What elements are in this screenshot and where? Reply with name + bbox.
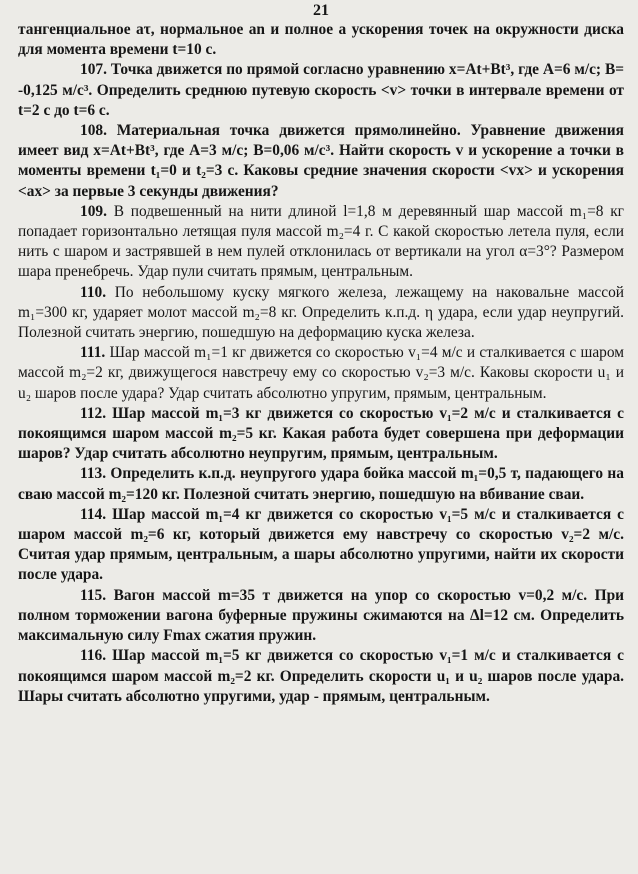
problem-text: Шар массой m₁=4 кг движется со скоростью v₁=5 м/с и сталкивается с шаром массой m₂=6 кг, который движется ему навстречу со скоростью v₂=2 м/с. Считая удар прямым, центральным, а шары абсолютно упругими, найти их скорости после удара. xyxy=(18,505,624,584)
problem-110 xyxy=(18,283,624,344)
problem-113 xyxy=(18,464,624,504)
problem-number: 114. xyxy=(80,505,107,523)
problem-text: Определить к.п.д. неупругого удара бойка массой m₁=0,5 т, падающего на сваю массой m₂=120 кг. Полезной считать энергию, пошедшую на вбивание сваи. xyxy=(18,465,624,503)
paragraph-continuation xyxy=(18,20,624,60)
problem-number: 107. xyxy=(80,61,107,79)
problem-number: 116. xyxy=(80,647,107,665)
problem-number: 110. xyxy=(80,283,107,301)
problem-number: 111. xyxy=(80,344,106,362)
paragraph-text: тангенциальное aτ, нормальное an и полное a ускорения точек на окружности диска для момента времени t=10 с. xyxy=(18,21,624,59)
problem-108 xyxy=(18,121,624,202)
problem-number: 115. xyxy=(80,586,107,604)
problem-text: Шар массой m₁=3 кг движется со скоростью v₁=2 м/с и сталкивается с покоящимся шаром массой m₂=5 кг. Какая работа будет совершена при деформации шаров? Удар считать абсолютно неупругим, прямым, центральным. xyxy=(18,404,624,463)
problem-number: 112. xyxy=(80,404,107,422)
problem-text: Материальная точка движется прямолинейно. Уравнение движения имеет вид x=At+Bt³, где A=3 м/с; B=0,06 м/с³. Найти скорость v и ускорение a точки в моменты времени t₁=0 и t₂=3 с. Каковы средние значения скорости <vx> и ускорения <ax> за первые 3 секунды движения? xyxy=(18,122,624,200)
problem-text: Вагон массой m=35 т движется на упор со скоростью v=0,2 м/с. При полном торможении вагона буферные пружины сжимаются на Δl=12 см. Определить максимальную силу Fmax сжатия пружин. xyxy=(18,586,624,645)
problem-text: В подвешенный на нити длиной l=1,8 м деревянный шар массой m₁=8 кг попадает горизонтально летящая пуля массой m₂=4 г. С какой скоростью летела пуля, если нить с шаром и застрявшей в нем пулей отклонилась от вертикали на угол α=3°? Размером шара пренебречь. Удар пули считать прямым, центральным. xyxy=(18,202,624,281)
problem-109 xyxy=(18,202,624,283)
problem-number: 113. xyxy=(80,465,107,483)
problem-112 xyxy=(18,404,624,465)
problem-number: 109. xyxy=(80,202,107,220)
problem-text: Точка движется по прямой согласно уравнению x=At+Bt³, где A=6 м/с; B= -0,125 м/с³. Определить среднюю путевую скорость <v> точки в интервале времени от t=2 с до t=6 с. xyxy=(18,61,624,119)
problem-number: 108. xyxy=(80,122,107,140)
problem-text: Шар массой m₁=1 кг движется со скоростью v₁=4 м/с и сталкивается с шаром массой m₂=2 кг, движущегося навстречу ему со скоростью v₂=3 м/с. Каковы скорости u₁ и u₂ шаров после удара? Удар считать абсолютно упругим, прямым, центральным. xyxy=(18,344,624,402)
problem-111 xyxy=(18,343,624,404)
problem-text: Шар массой m₁=5 кг движется со скоростью v₁=1 м/с и сталкивается с покоящимся шаром массой m₂=2 кг. Определить скорости u₁ и u₂ шаров после удара. Шары считать абсолютно упругими, удар - прямым, центральным. xyxy=(18,647,624,705)
problem-116 xyxy=(18,646,624,707)
problem-text: По небольшому куску мягкого железа, лежащему на наковальне массой m₁=300 кг, ударяет молот массой m₂=8 кг. Определить к.п.д. η удара, если удар неупругий. Полезной считать энергию, пошедшую на деформацию куска железа. xyxy=(18,283,624,342)
problem-115 xyxy=(18,586,624,647)
page-number: 21 xyxy=(313,2,329,19)
problem-107 xyxy=(18,60,624,121)
problem-114 xyxy=(18,505,624,586)
